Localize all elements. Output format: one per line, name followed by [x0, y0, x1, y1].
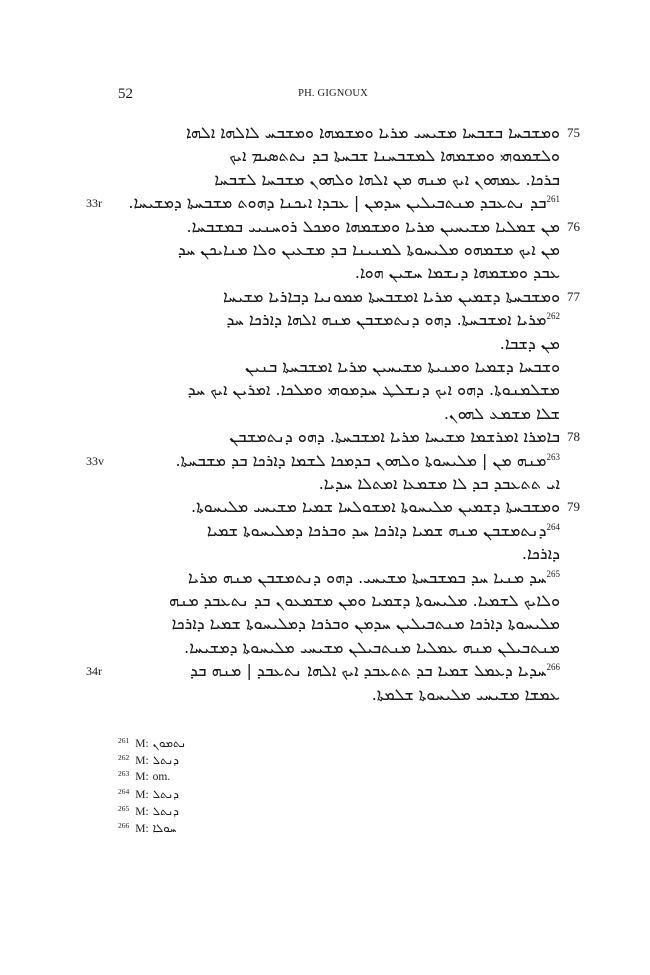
syriac-line-text: ܡܠܝܚܘܬܐ ܕܐܪܟܐ ܡܢܬܒܝܠܝܢ ܚܕܡܢ ܘܒܪܟܐ ܕܡܠܝܚܘܬܐ ܫܡܝܐ ܕܐܪܟܐ [171, 614, 560, 634]
syriac-line-text: ܡܢܬܒܝܠܢ ܡܢܗ ܥܡܠܝܐ ܡܢܬܒܝܠܢ ܡܫܝܚܝ ܡܠܝܚܘܬܐ ܕܡܫܝܚܐ. [184, 637, 560, 657]
footnote-ref[interactable]: 265 [546, 568, 560, 579]
text-line [118, 450, 560, 472]
page-number: 52 [118, 86, 133, 102]
paragraph-number: 76 [567, 218, 580, 234]
footnote-number: 261 [118, 736, 130, 745]
footnote [118, 769, 418, 786]
text-line [118, 286, 560, 308]
footnote [118, 735, 418, 752]
footnote-ref[interactable]: 266 [546, 662, 560, 673]
syriac-line-text: ܒܐܡܪܐ ܐܡܪܫܡܐ ܡܫܝܚܐ ܡܪܝܐ ܐܡܫܒܚܬܐ. ܕܗܘ ܕܢܬܡܫܒܢ [229, 427, 560, 447]
syriac-line-text: ܐܝ ܬܬܥܒܕ ܒܕ ܠܐ ܡܫܡܥܐ ܐܡܬܠܐ ܚܕܝܐ. [318, 474, 560, 493]
syriac-line-text: ܫܠܐ ܡܫܡܥ ܠܗܘܢ. [443, 403, 560, 423]
text-line [118, 496, 560, 518]
paragraph-number: 77 [567, 288, 580, 304]
syriac-line-text: ܡܫܠܡܢܘܬܐ. ܕܗܘ ܐܝܟ ܕܢܫܠܛ ܚܕܡܘܗܝ ܘܡܠܟܐ. ܐܡܪܝܢ ܐܝܟ ܚܕ [187, 380, 560, 400]
syriac-line-text: ܘܠܫܡܘܗܝ ܘܡܫܡܗܐ ܠܡܫܒܚܢܐ ܫܒܚܬܐ ܒܕ ܢܬܬܣܝܡ ܐܝܟ [229, 146, 560, 166]
syriac-line-text: ܒܕ ܢܬܥܒܕ ܡܢܬܒܝܠܝܢ ܚܕܡܢ | ܥܒܕܐ ܐܝܟܢܐ ܕܗܘܬ ܡܫܒܚܬܐ ܕܡܫܝܚܐ. [128, 193, 547, 213]
manuscript-siglum: M: [135, 789, 149, 801]
syriac-line [184, 637, 560, 659]
text-line [118, 613, 560, 635]
text-line [118, 660, 560, 682]
manuscript-siglum: M: [135, 738, 149, 750]
text-line [118, 122, 560, 144]
text-line [118, 520, 560, 542]
footnote-ref[interactable]: 264 [546, 521, 560, 532]
text-line [118, 216, 560, 238]
syriac-line-text: ܘܡܫܒܚܬܐ ܕܫܡܝܢ ܡܪܝܐ ܐܡܫܒܚܬܐ ܡܡܘܢܝܐ ܕܒܐܪܝܐ ܡܫܝܚܐ [222, 286, 560, 306]
folio-marker: 33r [86, 196, 102, 211]
running-head: PH. GIGNOUX [298, 88, 368, 99]
page-header [118, 86, 548, 106]
syriac-line-text: ܒܪܟܐ. ܥܡܗܘܢ ܐܝܟ ܡܢܗ ܡܢ ܐܠܗܐ ܘܠܗܘܢ ܡܫܒܚܐ ܠܫܒܚܐ [214, 169, 560, 189]
footnote-number: 265 [118, 804, 130, 813]
paragraph-number: 78 [567, 429, 580, 445]
footnote-reading: ܕܢܬܠ [152, 787, 179, 801]
syriac-line [169, 590, 560, 612]
syriac-line-text: ܥܒܕ ܘܡܫܡܗܐ ܕܢܫܡܐ ܚܫܝܢ ܗܘܐ. [354, 263, 560, 283]
footnote [118, 786, 418, 803]
text-line [118, 567, 560, 589]
syriac-line-text: ܘܫܒܚܐ ܕܫܡܝܐ ܘܡܢܝܬܐ ܡܫܝܚܝܢ ܡܪܝܐ ܐܡܫܒܚܬܐ ܒܢܝܢ [245, 357, 560, 376]
syriac-line [229, 426, 560, 448]
syriac-line [172, 613, 560, 635]
footnote-reading: ܚܘܠܐ [152, 821, 177, 835]
paragraph-number: 79 [567, 499, 580, 515]
syriac-line [444, 403, 560, 425]
syriac-line [207, 520, 560, 542]
manuscript-siglum: M: [135, 755, 149, 767]
syriac-line [178, 239, 560, 261]
syriac-line-text: ܡܢ ܫܡܠܝܐ ܡܫܝܚܝܢ ܡܪܝܐ ܘܡܫܡܗܐ ܘܡܟܠ ܪܘܚܢܝܝ ܒܡܫܒܚܐ. [186, 216, 560, 236]
footnote-reading: ܕܢܬܠ [152, 753, 179, 767]
syriac-line [372, 684, 560, 706]
footnote [118, 803, 418, 820]
text-line [118, 356, 560, 378]
syriac-line-text: ܡܢܗ ܡܢ | ܡܠܝܚܘܬܐ ܘܠܗܘܢ ܒܕܡܟܐ ܠܫܡܐ ܕܐܪܟܐ ܒܕ ܡܫܒܚܬܐ. [175, 450, 547, 470]
footnote-reading: ܕܢܬܠ [152, 804, 179, 818]
syriac-line-text: ܥܡܫܐ ܡܫܝܚܝ ܡܠܝܚܘܬܐ ܫܠܡܬܐ. [371, 684, 560, 704]
syriac-line [187, 216, 560, 238]
syriac-line-text: ܘܡܫܒܚܬܐ ܕܫܡܝܢ ܡܠܝܚܘܬܐ ܐܡܫܘܠܚܐ ܫܡܝܐ ܡܫܝܚܝ ܡܠܝܚܘܬܐ. [190, 497, 560, 517]
syriac-line-text: ܡܢ ܐܝܟ ܡܫܡܗܘ ܡܠܝܚܘܬܐ ܠܡܢܝܢܐ ܒܕ ܡܫܥܝܢ ܘܠܐ ܡܢܐܝܟܢ ܚܕ [177, 240, 560, 259]
footnotes [118, 735, 418, 837]
footnote-ref[interactable]: 262 [546, 311, 560, 322]
syriac-line [226, 309, 560, 331]
footnote-number: 266 [118, 821, 130, 830]
manuscript-siglum: M: [135, 823, 149, 835]
syriac-line [186, 122, 560, 144]
text-line [118, 145, 560, 167]
text-line [118, 333, 560, 355]
syriac-line [319, 473, 560, 495]
syriac-line-text: ܡܢ ܕܫܒܐ. [499, 333, 560, 353]
text-line [118, 262, 560, 284]
syriac-line-text: ܡܪܝܐ ܐܡܫܒܚܬܐ. ܕܗܘ ܕܢܬܡܫܒܢ ܡܢܗ ܐܠܗܐ ܕܐܪܟܐ ܚܕ [226, 310, 547, 330]
footnote-ref[interactable]: 261 [546, 194, 560, 205]
folio-marker: 34r [86, 664, 102, 679]
syriac-line [190, 660, 560, 682]
text-line [118, 169, 560, 191]
syriac-line-text: ܚܕ ܡܢܝܐ ܚܕ ܒܡܫܒܚܬܐ ܡܫܝܚܝ. ܕܗܘ ܕܢܬܡܫܒܢ ܡܢܗ ܡܪܝܐ [187, 567, 547, 587]
text-line [118, 590, 560, 612]
footnote-reading: om. [152, 771, 171, 783]
syriac-line [355, 262, 560, 284]
syriac-line [223, 286, 560, 308]
syriac-line-text: ܘܡܫܒܚܐ ܒܫܒܚܐ ܡܫܝܚܝ ܡܪܝܐ ܘܡܫܡܗܐ ܘܡܫܒܚ ܠܐܠܗܐ ܐܠܗܐ [186, 123, 560, 142]
syriac-line-text: ܕܢܬܡܫܒܢ ܡܢܗ ܫܡܝܐ ܕܐܪܟܐ ܚܕ ܘܒܪܟܐ ܕܡܠܝܚܘܬܐ ܫܡܝܐ [206, 520, 547, 540]
text-line [118, 543, 560, 565]
manuscript-siglum: M: [135, 771, 149, 783]
syriac-line [188, 567, 560, 589]
text-line [118, 309, 560, 331]
folio-marker: 33v [86, 453, 104, 468]
text-line [118, 379, 560, 401]
manuscript-siglum: M: [135, 806, 149, 818]
text-line [118, 192, 560, 214]
text-line [118, 426, 560, 448]
footnote-number: 263 [118, 769, 130, 778]
text-line [118, 403, 560, 425]
syriac-line [214, 169, 560, 191]
syriac-line-text: ܚܕܝܐ ܕܥܡܠ ܫܡܝܐ ܒܕ ܬܬܥܒܕ ܐܝܟ ܐܠܗܐ ܢܬܥܒܕ | ܡܢܗ ܒܕ [190, 661, 547, 681]
syriac-line [229, 145, 560, 167]
footnote [118, 752, 418, 769]
syriac-line [522, 543, 560, 565]
footnote-number: 262 [118, 753, 130, 762]
footnote-reading: ܢܬܡܘܢ [152, 736, 187, 750]
syriac-line [500, 333, 560, 355]
paragraph-number: 75 [567, 125, 580, 140]
syriac-line [188, 379, 560, 401]
syriac-line-text: ܘܠܐܝܟ ܠܫܡܝܐ. ܡܠܝܚܘܬܐ ܕܫܡܝܐ ܘܡܢ ܡܫܡܥܘܢ ܒܕ ܢܬܥܒܕ ܡܢܗ [168, 591, 560, 610]
text-line [118, 637, 560, 659]
syriac-line-text: ܕܐܪܟܐ. [521, 544, 560, 564]
footnote-ref[interactable]: 263 [546, 451, 560, 462]
text-line [118, 473, 560, 495]
text-line [118, 684, 560, 706]
syriac-line [175, 450, 560, 472]
syriac-line [245, 356, 560, 378]
footnote [118, 820, 418, 837]
footnote-number: 264 [118, 787, 130, 796]
text-line [118, 239, 560, 261]
syriac-line [191, 496, 560, 518]
syriac-line [128, 192, 560, 214]
